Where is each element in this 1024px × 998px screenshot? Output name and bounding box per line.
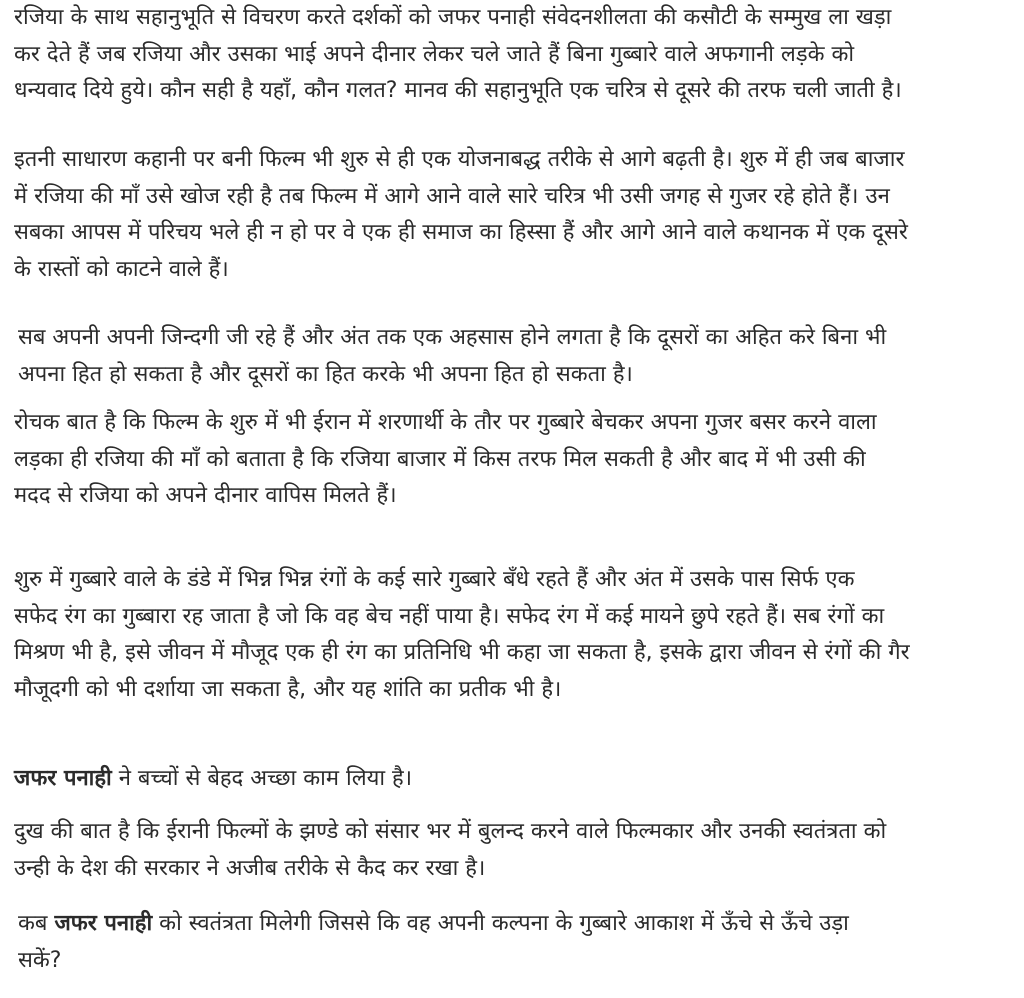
- paragraph-line: कर देते हैं जब रजिया और उसका भाई अपने दीनार लेकर चले जाते हैं बिना गुब्बारे वाले अफगानी लड़के को: [14, 41, 855, 67]
- paragraph-line: सकें?: [18, 947, 62, 973]
- paragraph-5: [14, 562, 1014, 708]
- paragraph-4: [14, 405, 1014, 515]
- paragraph-3: [18, 320, 1018, 393]
- paragraph-line: शुरु में गुब्बारे वाले के डंडे में भिन्न भिन्न रंगों के कई सारे गुब्बारे बँधे रहते हैं और अंत में उसके पास सिर्फ एक: [14, 567, 855, 592]
- paragraph-line: लड़का ही रजिया की माँ को बताता है कि रजिया बाजार में किस तरफ मिल सकती है और बाद में भी उसी की: [14, 446, 866, 472]
- paragraph-line: रजिया के साथ सहानुभूति से विचरण करते दर्शकों को जफर पनाही संवेदनशीलता की कसौटी के सम्मुख ला खड़ा: [14, 5, 892, 30]
- paragraph-line: के रास्तों को काटने वाले हैं।: [14, 256, 229, 282]
- paragraph-line: में रजिया की माँ उसे खोज रही है तब फिल्म में आगे आने वाले सारे चरित्र भी उसी जगह से गुजर रहे होते हैं। उन: [14, 183, 890, 209]
- paragraph-line: इतनी साधारण कहानी पर बनी फिल्म भी शुरु से ही एक योजनाबद्ध तरीके से आगे बढ़ती है। शुरु में ही जब बाजार: [14, 147, 905, 172]
- paragraph-line: धन्यवाद दिये हुये। कौन सही है यहाँ, कौन गलत? मानव की सहानुभूति एक चरित्र से दूसरे की तरफ चली जाती है।: [14, 78, 902, 103]
- paragraph-line: मौजूदगी को भी दर्शाया जा सकता है, और यह शांति का प्रतीक भी है।: [14, 676, 562, 702]
- paragraph-text: को स्वतंत्रता मिलेगी जिससे कि वह अपनी कल्पना के गुब्बारे आकाश में ऊँचे से ऊँचे उड़ा: [152, 911, 849, 936]
- paragraph-1: [14, 0, 1014, 110]
- paragraph-line: [18, 906, 1018, 943]
- paragraph-8: [18, 906, 1018, 979]
- paragraph-line: अपना हित हो सकता है और दूसरों का हित करके भी अपना हित हो सकता है।: [18, 361, 633, 387]
- paragraph-line: सफेद रंग का गुब्बारा रह जाता है जो कि वह बेच नहीं पाया है। सफेद रंग में कई मायने छुपे रहते हैं। सब रंगों का: [14, 603, 885, 629]
- paragraph-text: ने बच्चों से बेहद अच्छा काम लिया है।: [111, 766, 413, 791]
- paragraph-6: [14, 761, 1014, 798]
- director-name: जफर पनाही: [54, 911, 153, 936]
- director-name: जफर पनाही: [14, 766, 112, 791]
- paragraph-line: दुख की बात है कि ईरानी फिल्मों के झण्डे को संसार भर में बुलन्द करने वाले फिल्मकार और उनकी स्वतंत्रता को: [14, 819, 887, 844]
- paragraph-line: उन्ही के देश की सरकार ने अजीब तरीके से कैद कर रखा है।: [14, 855, 486, 881]
- paragraph-line: रोचक बात है कि फिल्म के शुरु में भी ईरान में शरणार्थी के तौर पर गुब्बारे बेचकर अपना गुजर बसर करने वाला: [14, 410, 877, 435]
- paragraph-7: [14, 814, 1014, 887]
- paragraph-line: सब अपनी अपनी जिन्दगी जी रहे हैं और अंत तक एक अहसास होने लगता है कि दूसरों का अहित करे बिना भी: [18, 325, 887, 350]
- paragraph-line: [14, 761, 1014, 798]
- paragraph-line: मिश्रण भी है, इसे जीवन में मौजूद एक ही रंग का प्रतिनिधि भी कहा जा सकता है, इसके द्वारा जीवन से रंगों की गैर: [14, 640, 910, 665]
- paragraph-line: सबका आपस में परिचय भले ही न हो पर वे एक ही समाज का हिस्सा हैं और आगे आने वाले कथानक में एक दूसरे: [14, 220, 908, 245]
- paragraph-2: [14, 142, 1014, 288]
- paragraph-line: मदद से रजिया को अपने दीनार वापिस मिलते हैं।: [14, 483, 397, 508]
- paragraph-text: कब: [18, 911, 55, 936]
